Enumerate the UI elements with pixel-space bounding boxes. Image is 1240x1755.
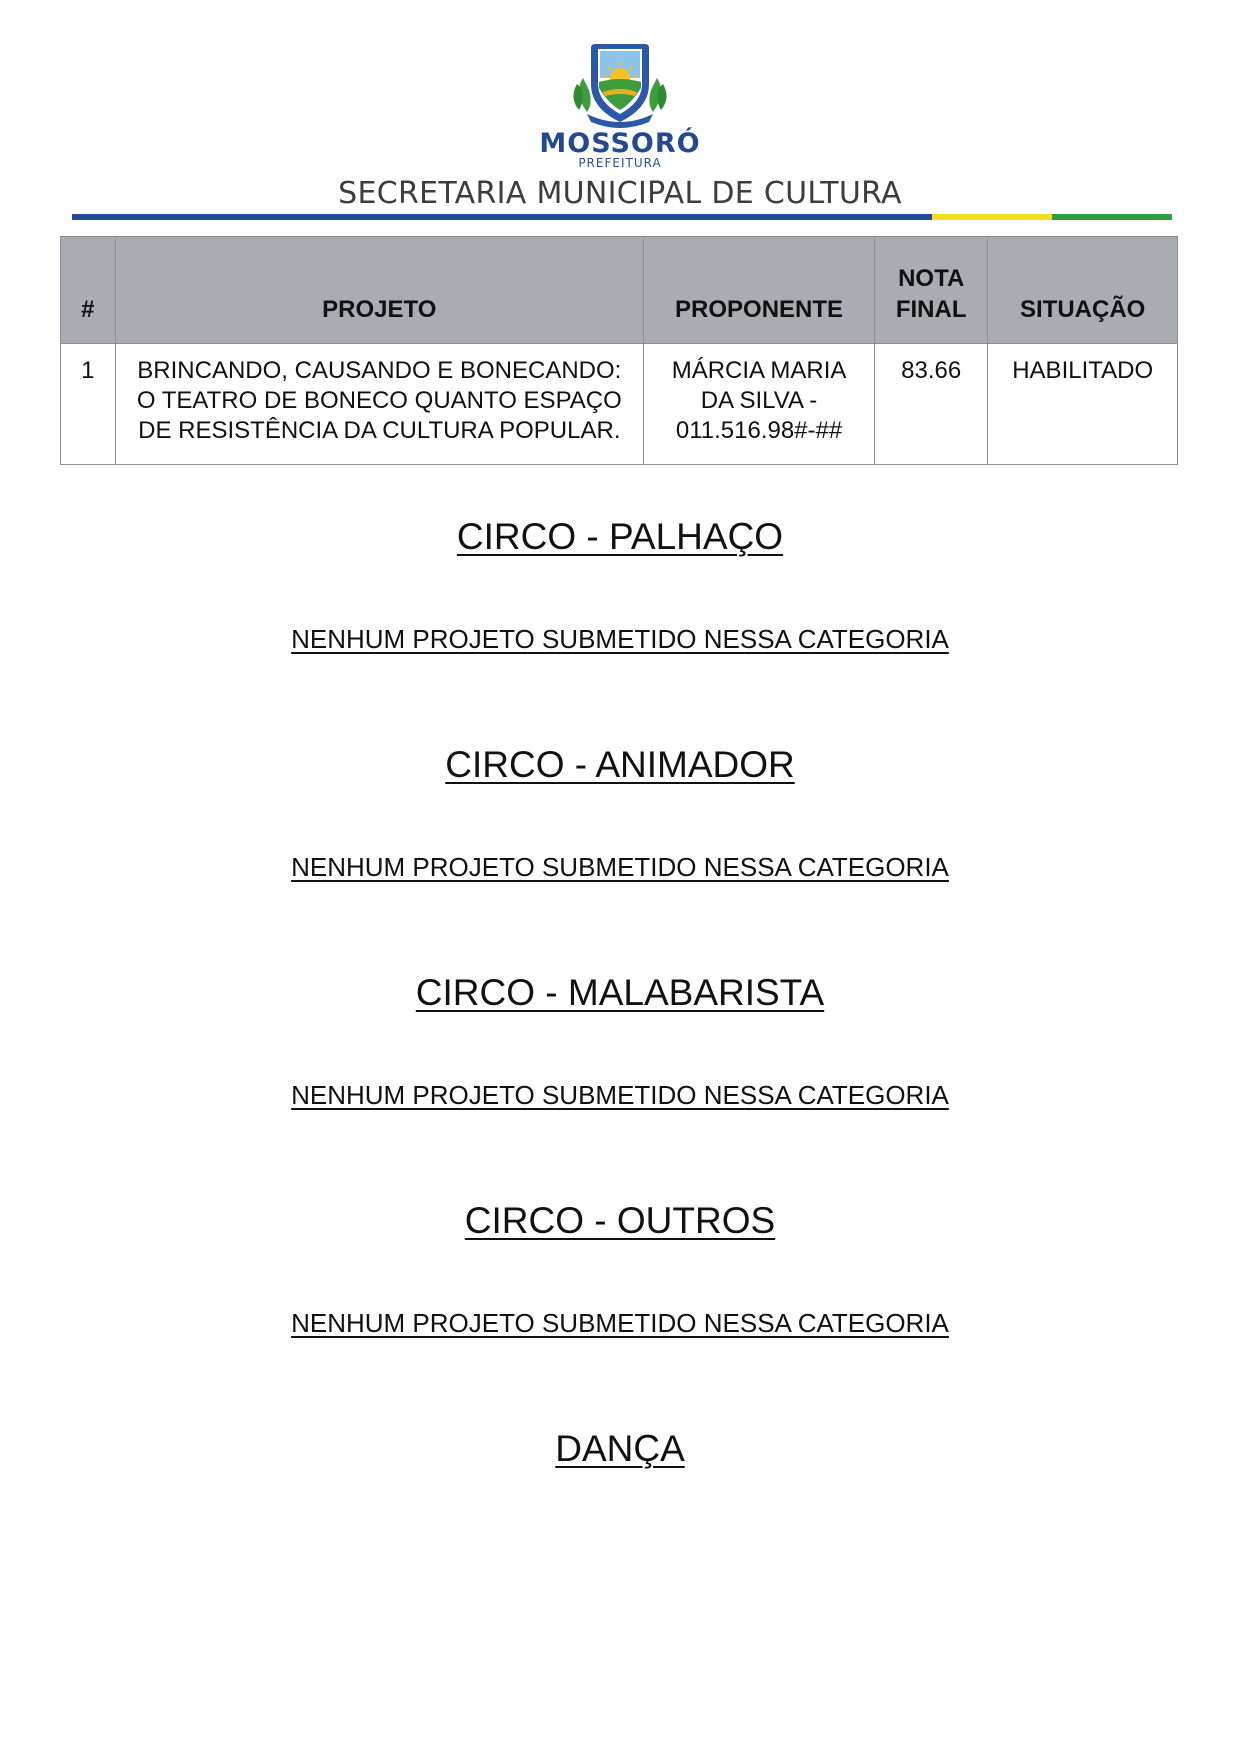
section-title-circo-malabarista: CIRCO - MALABARISTA bbox=[415, 972, 825, 1013]
section-note-circo-palhaco: NENHUM PROJETO SUBMETIDO NESSA CATEGORIA bbox=[291, 624, 949, 654]
column-header-nota-final: NOTA FINAL bbox=[875, 237, 988, 344]
section-note-circo-animador: NENHUM PROJETO SUBMETIDO NESSA CATEGORIA bbox=[291, 852, 949, 882]
cell-projeto: BRINCANDO, CAUSANDO E BONECANDO: O TEATRO DE BONECO QUANTO ESPAÇO DE RESISTÊNCIA DA CULTURA POPULAR. bbox=[115, 344, 644, 465]
header-stripe-blue bbox=[72, 214, 932, 220]
brand-subtitle: PREFEITURA bbox=[578, 156, 662, 170]
header-stripe-yellow bbox=[932, 214, 1052, 220]
page-header bbox=[0, 0, 1240, 225]
column-header-projeto: PROJETO bbox=[115, 237, 644, 344]
cell-number: 1 bbox=[61, 344, 116, 465]
brand-name: MOSSORÓ bbox=[539, 128, 701, 159]
table-row bbox=[61, 344, 1178, 465]
section-title-circo-animador: CIRCO - ANIMADOR bbox=[445, 744, 795, 785]
column-header-situacao: SITUAÇÃO bbox=[988, 237, 1178, 344]
cell-situacao: HABILITADO bbox=[988, 344, 1178, 465]
section-note-circo-outros: NENHUM PROJETO SUBMETIDO NESSA CATEGORIA bbox=[291, 1308, 949, 1338]
department-title: SECRETARIA MUNICIPAL DE CULTURA bbox=[338, 176, 902, 211]
results-table bbox=[60, 236, 1178, 465]
cell-nota-final: 83.66 bbox=[875, 344, 988, 465]
section-title-danca: DANÇA bbox=[555, 1428, 685, 1469]
header-stripe-green bbox=[1052, 214, 1172, 220]
section-note-circo-malabarista: NENHUM PROJETO SUBMETIDO NESSA CATEGORIA bbox=[291, 1080, 949, 1110]
section-title-circo-palhaco: CIRCO - PALHAÇO bbox=[456, 516, 784, 557]
section-title-circo-outros: CIRCO - OUTROS bbox=[464, 1200, 776, 1241]
table-header-row bbox=[61, 237, 1178, 344]
mossoro-crest-logo bbox=[0, 38, 1240, 133]
column-header-number: # bbox=[61, 237, 116, 344]
cell-proponente: MÁRCIA MARIA DA SILVA - 011.516.98#-## bbox=[644, 344, 875, 465]
column-header-proponente: PROPONENTE bbox=[644, 237, 875, 344]
